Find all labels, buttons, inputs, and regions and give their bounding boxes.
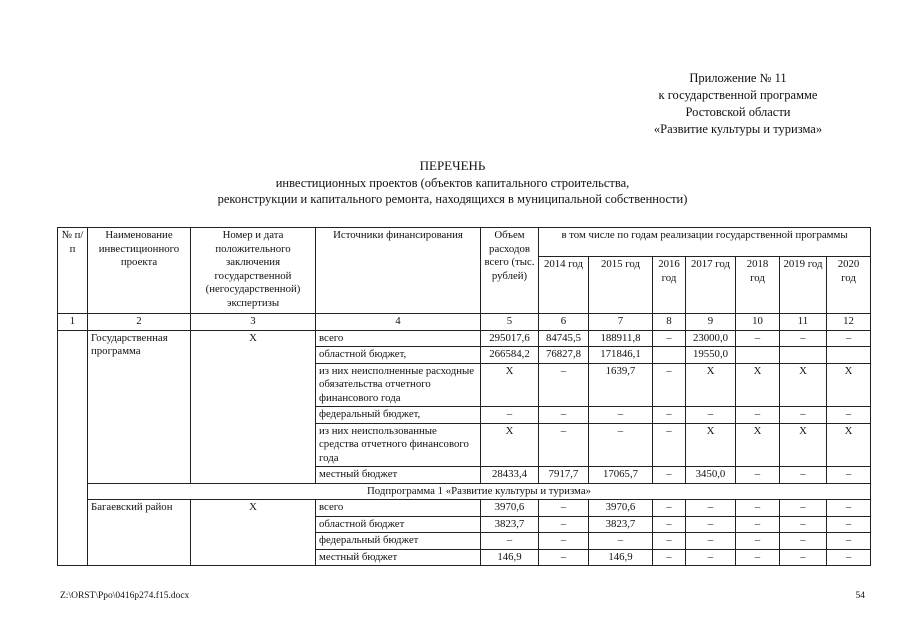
value-cell: 23000,0 — [686, 330, 736, 347]
table-header-row-1 — [58, 228, 871, 257]
row-num-cell — [58, 500, 88, 566]
header-conclusion: Номер и дата положительного заключения государственной (негосударственной) экспертизы — [191, 228, 316, 314]
value-cell: – — [686, 549, 736, 566]
conclusion-cell: Х — [191, 500, 316, 566]
value-cell: – — [653, 516, 686, 533]
appendix-line-2: к государственной программе — [658, 88, 818, 102]
value-cell: – — [736, 549, 780, 566]
value-cell: – — [736, 516, 780, 533]
source-label: из них неисполненные расходные обязательства отчетного финансового года — [316, 363, 481, 407]
column-number: 5 — [481, 314, 539, 331]
table-row — [58, 330, 871, 347]
header-year: 2016 год — [653, 257, 686, 314]
source-label: местный бюджет — [316, 549, 481, 566]
header-year: 2019 год — [780, 257, 827, 314]
value-cell: – — [780, 330, 827, 347]
header-year: 2015 год — [589, 257, 653, 314]
document-subtitle-line-2: реконструкции и капитального ремонта, находящихся в муниципальной собственности) — [217, 192, 688, 206]
column-number: 3 — [191, 314, 316, 331]
value-cell: Х — [481, 363, 539, 407]
value-cell: – — [589, 407, 653, 424]
header-volume: Объем расходов всего (тыс. рублей) — [481, 228, 539, 314]
value-cell: – — [653, 500, 686, 517]
value-cell: – — [653, 330, 686, 347]
column-number: 10 — [736, 314, 780, 331]
project-name: Багаевский район — [88, 500, 191, 566]
value-cell: – — [736, 533, 780, 550]
value-cell: – — [589, 533, 653, 550]
appendix-line-4: «Развитие культуры и туризма» — [653, 122, 823, 136]
column-numbers-row — [58, 314, 871, 331]
value-cell: – — [539, 533, 589, 550]
value-cell: Х — [686, 363, 736, 407]
source-label: федеральный бюджет — [316, 533, 481, 550]
header-sources: Источники финансирования — [316, 228, 481, 314]
header-year: 2017 год — [686, 257, 736, 314]
value-cell: – — [653, 407, 686, 424]
value-cell: 28433,4 — [481, 467, 539, 484]
document-title: ПЕРЕЧЕНЬ — [419, 158, 486, 173]
column-number: 12 — [827, 314, 871, 331]
document-heading — [0, 158, 905, 208]
value-cell: Х — [686, 423, 736, 467]
header-by-years: в том числе по годам реализации государственной программы — [539, 228, 871, 257]
header-name: Наименование инвестиционного проекта — [88, 228, 191, 314]
value-cell: – — [827, 533, 871, 550]
value-cell: – — [653, 549, 686, 566]
value-cell: – — [686, 407, 736, 424]
document-subtitle-line-1: инвестиционных проектов (объектов капитального строительства, — [275, 175, 630, 190]
subprogram-row — [58, 483, 871, 500]
value-cell: – — [539, 363, 589, 407]
value-cell — [653, 347, 686, 364]
value-cell: – — [780, 407, 827, 424]
value-cell: 3823,7 — [481, 516, 539, 533]
value-cell: – — [827, 500, 871, 517]
column-number: 7 — [589, 314, 653, 331]
value-cell: 1639,7 — [589, 363, 653, 407]
column-number: 9 — [686, 314, 736, 331]
source-label: федеральный бюджет, — [316, 407, 481, 424]
value-cell: 3970,6 — [481, 500, 539, 517]
source-label: всего — [316, 330, 481, 347]
value-cell: 84745,5 — [539, 330, 589, 347]
column-number: 4 — [316, 314, 481, 331]
header-year: 2014 год — [539, 257, 589, 314]
appendix-line-3: Ростовской области — [685, 105, 791, 119]
value-cell: – — [481, 407, 539, 424]
value-cell: – — [539, 407, 589, 424]
value-cell: Х — [827, 423, 871, 467]
value-cell: – — [736, 330, 780, 347]
value-cell: – — [481, 533, 539, 550]
value-cell: – — [827, 330, 871, 347]
value-cell: Х — [481, 423, 539, 467]
source-label: всего — [316, 500, 481, 517]
value-cell: – — [780, 549, 827, 566]
value-cell: 146,9 — [589, 549, 653, 566]
value-cell: – — [736, 467, 780, 484]
value-cell: Х — [736, 363, 780, 407]
value-cell: 171846,1 — [589, 347, 653, 364]
column-number: 8 — [653, 314, 686, 331]
value-cell: 3823,7 — [589, 516, 653, 533]
value-cell: Х — [780, 423, 827, 467]
value-cell: – — [539, 516, 589, 533]
value-cell — [780, 347, 827, 364]
header-year: 2020 год — [827, 257, 871, 314]
value-cell: – — [827, 516, 871, 533]
value-cell: – — [827, 549, 871, 566]
value-cell: – — [539, 549, 589, 566]
value-cell: – — [686, 500, 736, 517]
value-cell: – — [653, 533, 686, 550]
value-cell: – — [589, 423, 653, 467]
value-cell — [827, 347, 871, 364]
value-cell: – — [653, 363, 686, 407]
value-cell: 7917,7 — [539, 467, 589, 484]
value-cell: – — [736, 407, 780, 424]
header-num: № п/п — [58, 228, 88, 314]
table-row — [58, 500, 871, 517]
value-cell: – — [686, 533, 736, 550]
column-number: 2 — [88, 314, 191, 331]
value-cell: – — [686, 516, 736, 533]
row-num-cell — [58, 330, 88, 483]
value-cell: 295017,6 — [481, 330, 539, 347]
footer-page-number: 54 — [855, 591, 865, 601]
source-label: областной бюджет, — [316, 347, 481, 364]
column-number: 11 — [780, 314, 827, 331]
value-cell — [736, 347, 780, 364]
value-cell: 146,9 — [481, 549, 539, 566]
conclusion-cell: Х — [191, 330, 316, 483]
value-cell: – — [780, 516, 827, 533]
value-cell: 188911,8 — [589, 330, 653, 347]
column-number: 1 — [58, 314, 88, 331]
value-cell: – — [780, 500, 827, 517]
project-name: Государственная программа — [88, 330, 191, 483]
source-label: местный бюджет — [316, 467, 481, 484]
source-label: из них неиспользованные средства отчетного финансового года — [316, 423, 481, 467]
column-number: 6 — [539, 314, 589, 331]
value-cell: Х — [736, 423, 780, 467]
value-cell: 3970,6 — [589, 500, 653, 517]
source-label: областной бюджет — [316, 516, 481, 533]
value-cell: 266584,2 — [481, 347, 539, 364]
value-cell: 19550,0 — [686, 347, 736, 364]
value-cell: 3450,0 — [686, 467, 736, 484]
value-cell: 17065,7 — [589, 467, 653, 484]
value-cell: – — [539, 423, 589, 467]
header-year: 2018 год — [736, 257, 780, 314]
appendix-block — [623, 70, 853, 138]
investment-projects-table — [57, 227, 871, 566]
value-cell: – — [780, 533, 827, 550]
value-cell: 76827,8 — [539, 347, 589, 364]
value-cell: – — [827, 467, 871, 484]
value-cell: Х — [780, 363, 827, 407]
value-cell: – — [827, 407, 871, 424]
value-cell: – — [653, 467, 686, 484]
footer-file-path: Z:\ORST\Ppo\0416p274.f15.docx — [60, 591, 190, 601]
value-cell: – — [539, 500, 589, 517]
subprogram-label: Подпрограмма 1 «Развитие культуры и туризма» — [88, 483, 871, 500]
appendix-line-1: Приложение № 11 — [689, 71, 787, 85]
value-cell: – — [780, 467, 827, 484]
value-cell: – — [736, 500, 780, 517]
value-cell: Х — [827, 363, 871, 407]
value-cell: – — [653, 423, 686, 467]
row-num-cell — [58, 483, 88, 500]
